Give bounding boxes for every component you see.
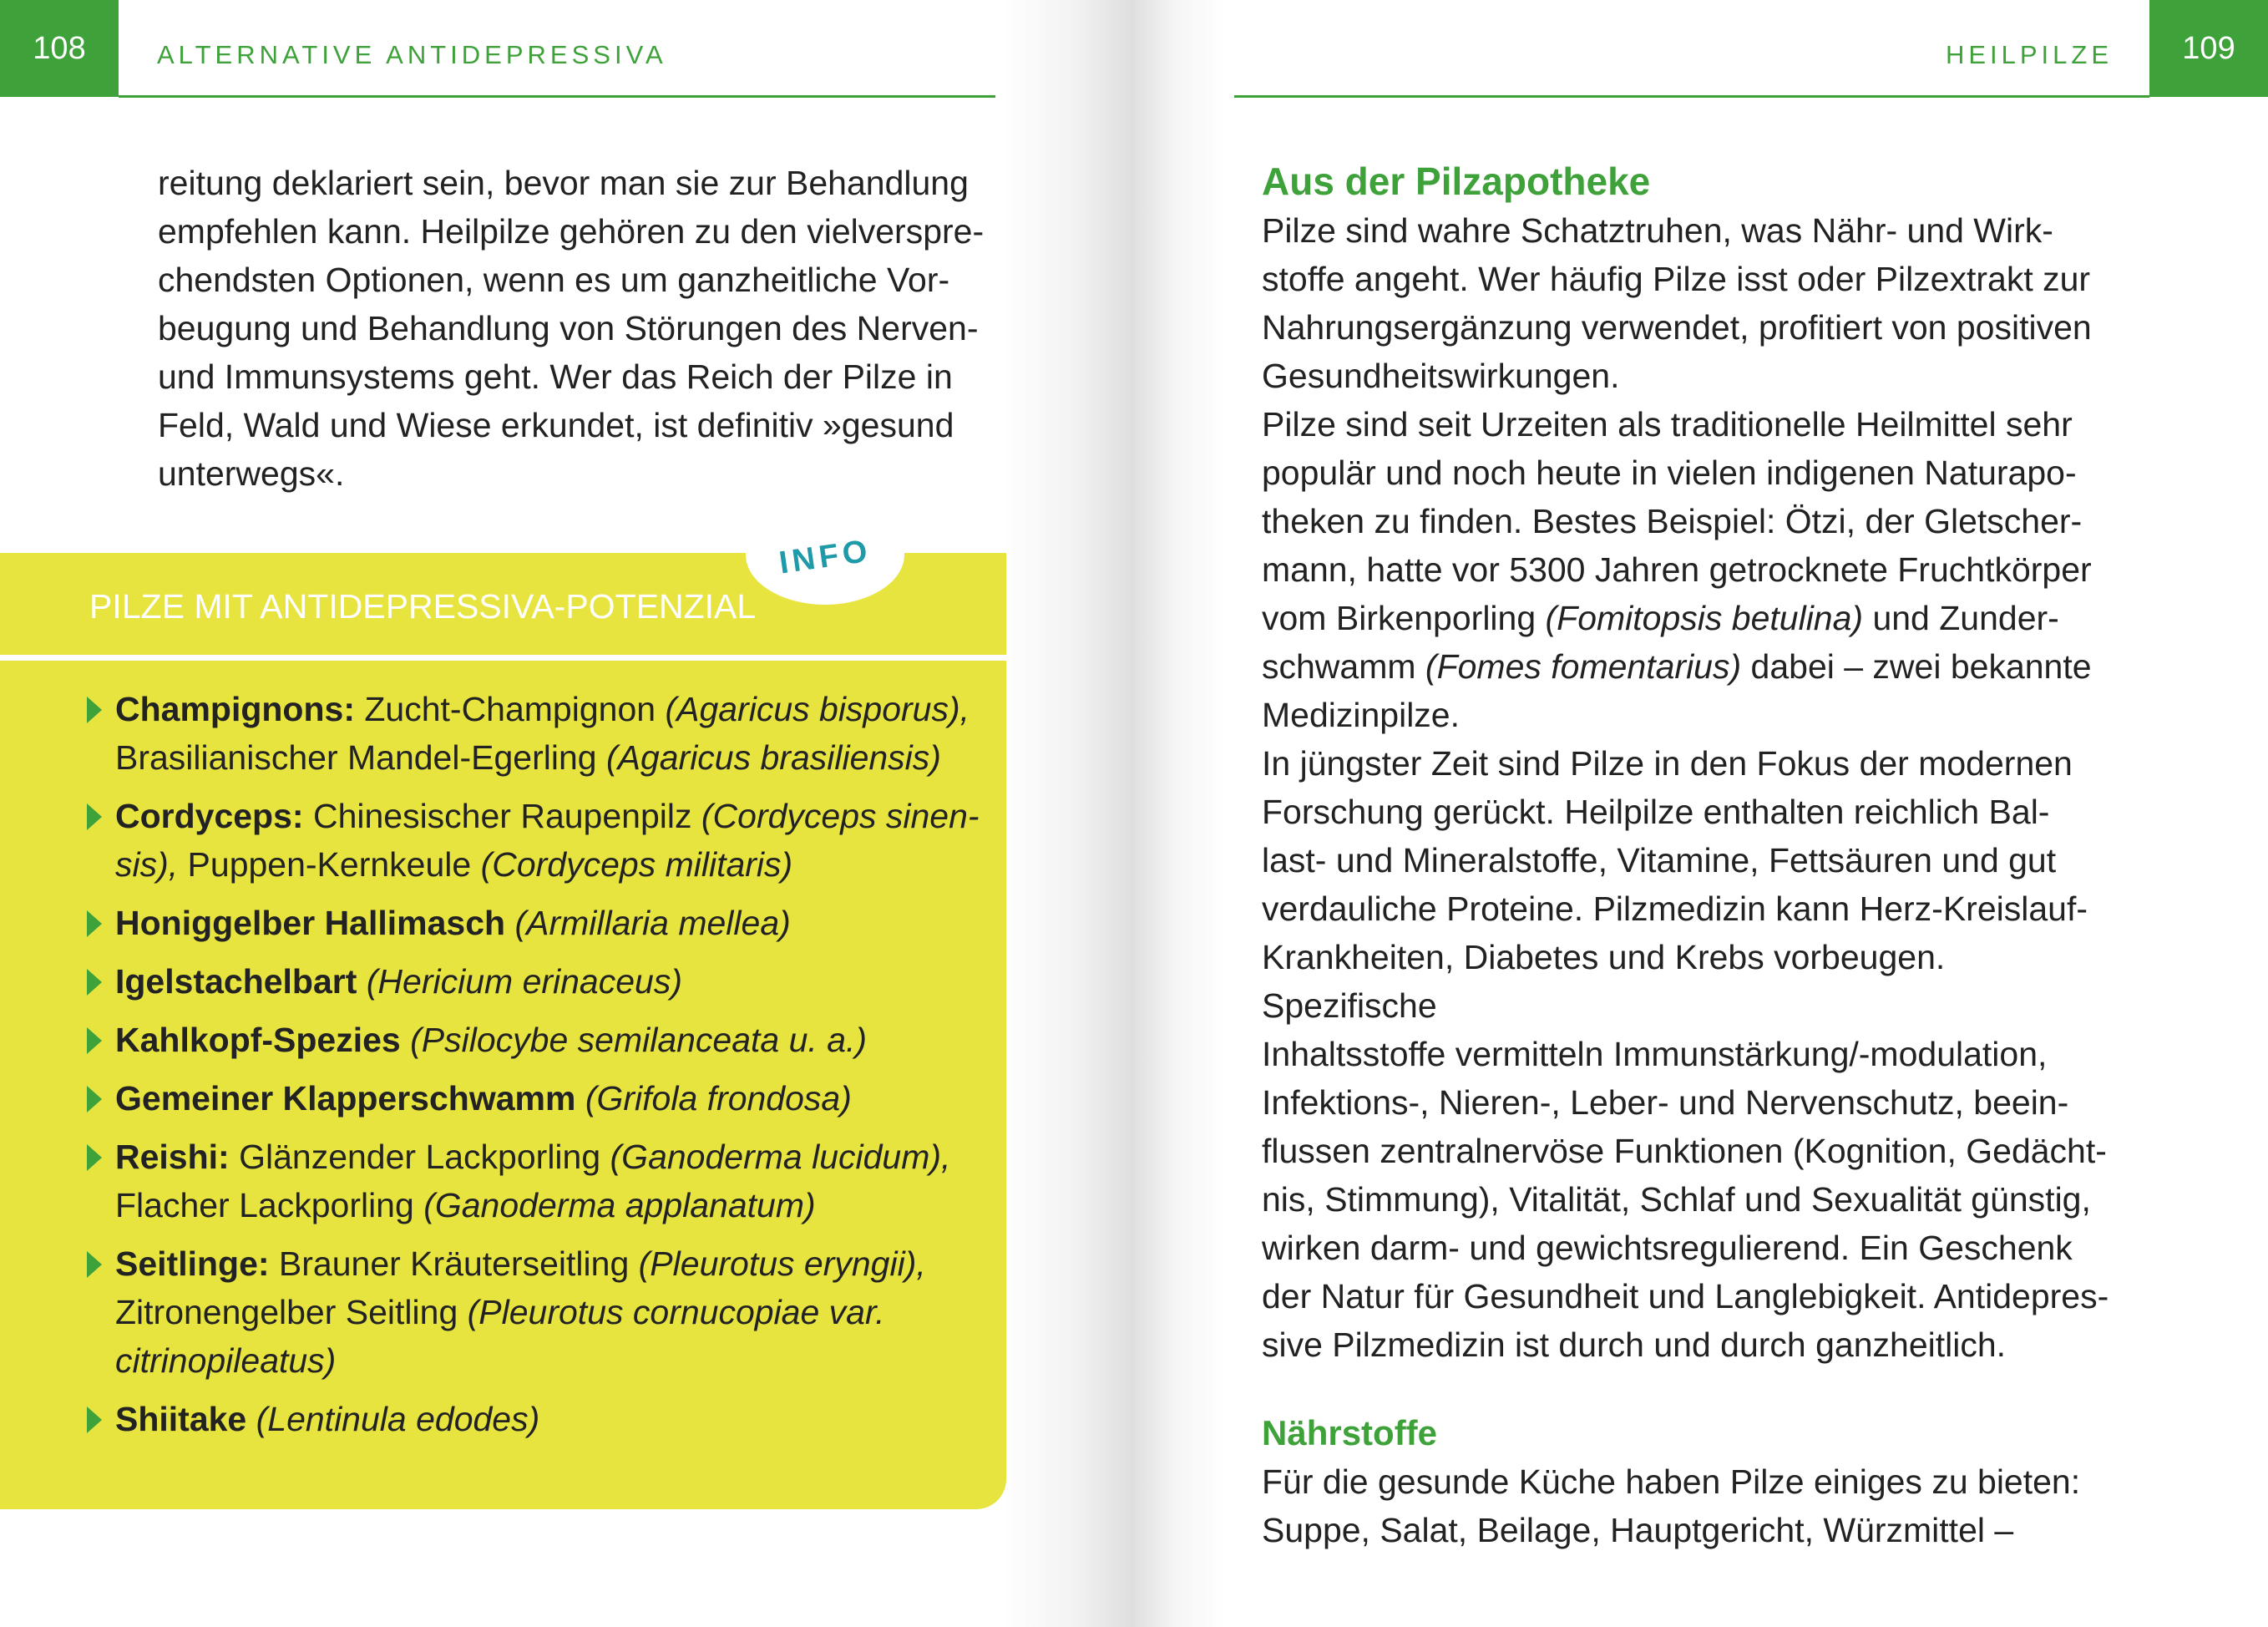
header-rule-right [1234, 95, 2149, 98]
text-line: und Immunsystems geht. Wer das Reich der Pilze in [158, 357, 953, 396]
triangle-bullet-icon [87, 697, 102, 723]
section-heading: Aus der Pilzapotheke [1262, 160, 1651, 203]
text-line: Feld, Wald und Wiese erkundet, ist definitiv »gesund [158, 406, 954, 444]
text-line: beugung und Behandlung von Störungen des Nerven- [158, 309, 979, 347]
mushroom-list [90, 685, 992, 1453]
page-number-left: 108 [0, 0, 119, 97]
list-item: Cordyceps: Chinesischer Raupenpilz (Cordyceps sinen- sis), Puppen-Kernkeule (Cordyceps militaris) [90, 792, 992, 889]
text-line: wirken darm- und gewichtsregulierend. Ein Geschenk [1262, 1229, 2073, 1267]
triangle-bullet-icon [87, 1407, 102, 1433]
triangle-bullet-icon [87, 1027, 102, 1054]
subheading: Nährstoffe [1262, 1413, 1438, 1452]
text-line: Nahrungsergänzung verwendet, profitiert von positiven [1262, 308, 2092, 347]
text-line: last- und Mineralstoffe, Vitamine, Fettsäuren und gut [1262, 841, 2057, 879]
list-item: Seitlinge: Brauner Kräuterseitling (Pleurotus eryngii), Zitronengelber Seitling (Pleurotus cornucopiae var. citrinopileatus) [90, 1239, 992, 1385]
running-head-right: HEILPILZE [1945, 40, 2113, 69]
list-item: Champignons: Zucht-Champignon (Agaricus bisporus), Brasilianischer Mandel-Egerling (Agaricus brasiliensis) [90, 685, 992, 782]
text-line: Pilze sind wahre Schatztruhen, was Nähr- und Wirk- [1262, 211, 2053, 250]
info-badge-label: INFO [777, 533, 873, 581]
triangle-bullet-icon [87, 803, 102, 830]
header-rule-left [119, 95, 995, 98]
text-line: Forschung gerückt. Heilpilze enthalten reichlich Bal- [1262, 793, 2050, 831]
text-line: mann, hatte vor 5300 Jahren getrocknete Fruchtkörper [1262, 550, 2092, 589]
text-line: In jüngster Zeit sind Pilze in den Fokus der modernen [1262, 744, 2073, 783]
text-line: Infektions-, Nieren-, Leber- und Nervenschutz, beein- [1262, 1083, 2069, 1122]
text-line: Inhaltsstoffe vermitteln Immunstärkung/-modulation, [1262, 1035, 2048, 1073]
text-line: nis, Stimmung), Vitalität, Schlaf und Sexualität günstig, [1262, 1180, 2091, 1219]
triangle-bullet-icon [87, 910, 102, 937]
info-badge [746, 504, 904, 605]
right-body-text [1262, 156, 2122, 1554]
text-line: flussen zentralnervöse Funktionen (Kognition, Gedächt- [1262, 1132, 2107, 1170]
text-line: empfehlen kann. Heilpilze gehören zu den vielverspre- [158, 212, 985, 251]
text-line: theken zu finden. Bestes Beispiel: Ötzi, der Gletscher- [1262, 502, 2083, 540]
text-line: sive Pilzmedizin ist durch und durch ganzheitlich. [1262, 1325, 2007, 1364]
page-number-right: 109 [2149, 0, 2268, 97]
info-box [0, 533, 1006, 1509]
info-box-title: PILZE MIT ANTIDEPRESSIVA-POTENZIAL [89, 587, 757, 626]
text-line: reitung deklariert sein, bevor man sie zur Behandlung [158, 164, 969, 202]
text-line: schwamm (Fomes fomentarius) dabei – zwei bekannte [1262, 647, 2092, 686]
text-line: verdauliche Proteine. Pilzmedizin kann Herz-Kreislauf- [1262, 890, 2088, 928]
list-item: Gemeiner Klapperschwamm (Grifola frondosa) [90, 1074, 992, 1123]
text-line: Pilze sind seit Urzeiten als traditionelle Heilmittel sehr [1262, 405, 2073, 443]
text-line: Gesundheitswirkungen. [1262, 357, 1620, 395]
list-item: Honiggelber Hallimasch (Armillaria mellea) [90, 899, 992, 947]
text-line: chendsten Optionen, wenn es um ganzheitliche Vor- [158, 261, 950, 299]
text-line: Für die gesunde Küche haben Pilze einiges zu bieten: [1262, 1462, 2081, 1501]
text-line: Suppe, Salat, Beilage, Hauptgericht, Würzmittel – [1262, 1511, 2014, 1549]
text-line: stoffe angeht. Wer häufig Pilze isst oder Pilzextrakt zur [1262, 260, 2091, 298]
text-line: unterwegs«. [158, 454, 345, 493]
list-item: Igelstachelbart (Hericium erinaceus) [90, 957, 992, 1006]
triangle-bullet-icon [87, 1251, 102, 1278]
info-box-divider [0, 655, 1006, 661]
text-line: populär und noch heute in vielen indigenen Naturapo- [1262, 454, 2077, 492]
text-line: vom Birkenporling (Fomitopsis betulina) und Zunder- [1262, 599, 2059, 637]
running-head-left: ALTERNATIVE ANTIDEPRESSIVA [157, 40, 667, 69]
triangle-bullet-icon [87, 1086, 102, 1113]
triangle-bullet-icon [87, 1144, 102, 1171]
text-line: der Natur für Gesundheit und Langlebigkeit. Antidepres- [1262, 1277, 2109, 1315]
triangle-bullet-icon [87, 969, 102, 996]
list-item: Shiitake (Lentinula edodes) [90, 1395, 992, 1443]
list-item: Kahlkopf-Spezies (Psilocybe semilanceata u. a.) [90, 1016, 992, 1064]
left-body-text [158, 159, 993, 498]
list-item: Reishi: Glänzender Lackporling (Ganoderma lucidum), Flacher Lackporling (Ganoderma applanatum) [90, 1133, 992, 1229]
text-line: Medizinpilze. [1262, 696, 1460, 734]
text-line: Krankheiten, Diabetes und Krebs vorbeugen. Spezifische [1262, 938, 1946, 1025]
